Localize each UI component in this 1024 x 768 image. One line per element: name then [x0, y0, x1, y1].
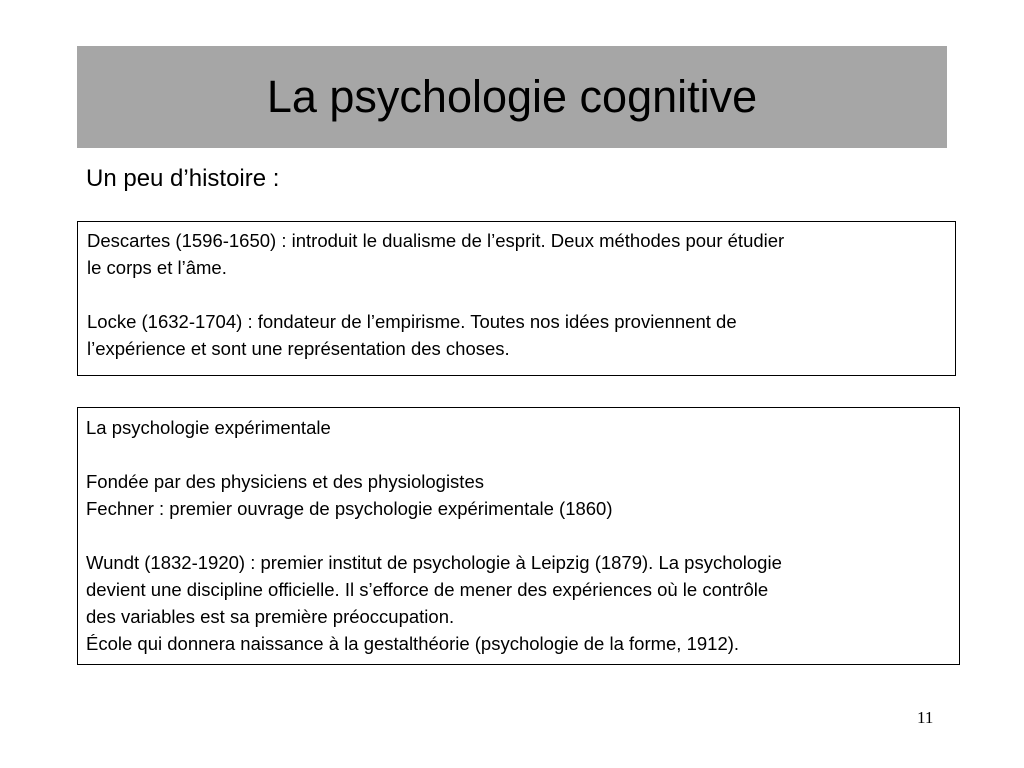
- experimental-heading: La psychologie expérimentale: [86, 417, 331, 438]
- gestalt-line: École qui donnera naissance à la gestalthéorie (psychologie de la forme, 1912).: [86, 633, 740, 654]
- experimental-psychology-box: [77, 407, 960, 665]
- descartes-line-1: Descartes (1596-1650) : introduit le dualisme de l’esprit. Deux méthodes pour étudier: [87, 230, 785, 251]
- descartes-line-2: le corps et l’âme.: [87, 257, 227, 278]
- fechner-line: Fechner : premier ouvrage de psychologie expérimentale (1860): [86, 498, 613, 519]
- locke-line-1: Locke (1632-1704) : fondateur de l’empirisme. Toutes nos idées proviennent de: [87, 311, 737, 332]
- slide-subtitle: Un peu d’histoire :: [86, 165, 280, 192]
- slide-title: La psychologie cognitive: [266, 70, 758, 122]
- title-bar: [77, 46, 947, 148]
- history-text-box: [77, 221, 956, 376]
- page-number: 11: [917, 708, 934, 727]
- locke-line-2: l’expérience et sont une représentation des choses.: [87, 338, 510, 359]
- wundt-line-2: devient une discipline officielle. Il s’efforce de mener des expériences où le contrôle: [86, 579, 769, 600]
- founded-by-line: Fondée par des physiciens et des physiologistes: [86, 471, 484, 492]
- wundt-line-3: des variables est sa première préoccupation.: [86, 606, 455, 627]
- wundt-line-1: Wundt (1832-1920) : premier institut de psychologie à Leipzig (1879). La psychologie: [86, 552, 782, 573]
